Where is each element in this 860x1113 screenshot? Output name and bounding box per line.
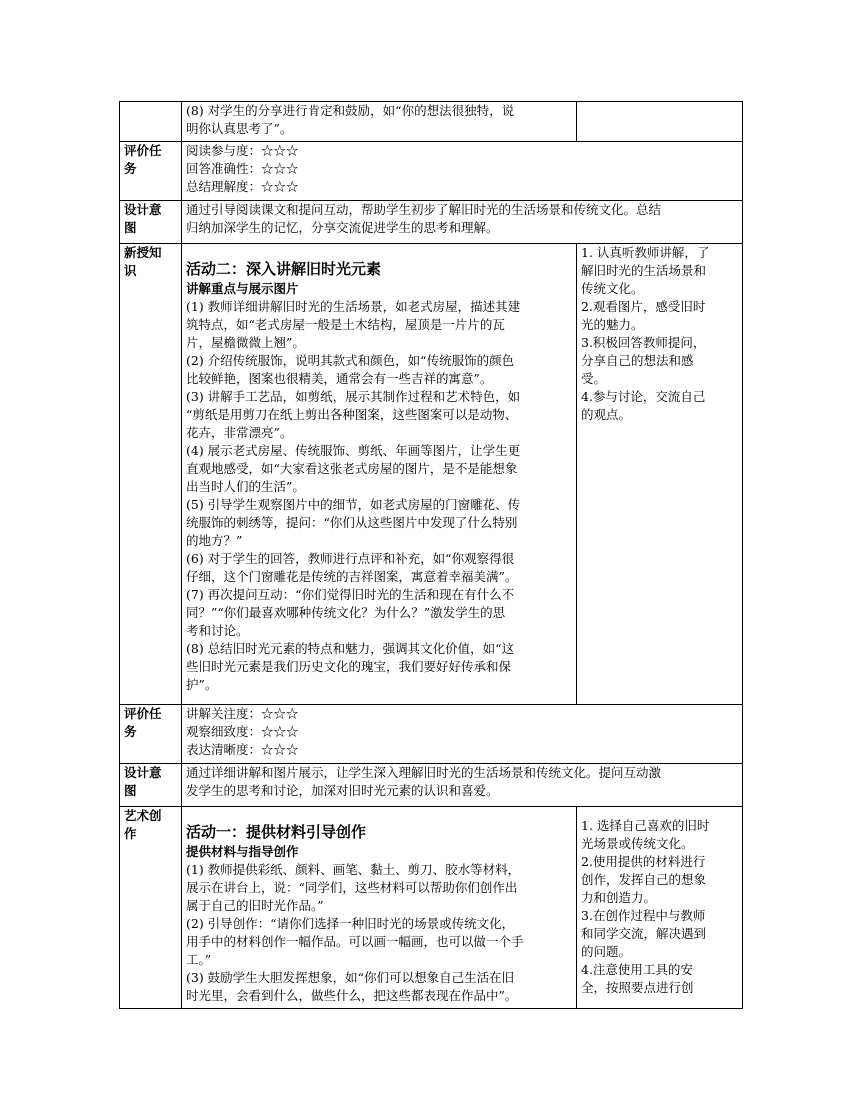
text-line: 展示在讲台上，说：“同学们，这些材料可以帮助你们创作出 bbox=[186, 880, 518, 895]
design-intent-cell bbox=[182, 201, 743, 244]
text-line: 属于自己的旧时光作品。” bbox=[186, 898, 324, 913]
table-row bbox=[120, 807, 743, 1009]
activity-subtitle: 讲解重点与展示图片 bbox=[186, 281, 299, 296]
text-line: 3.积极回答教师提问， bbox=[581, 335, 706, 350]
evaluation-item: 观察细致度：☆☆☆ bbox=[186, 724, 299, 739]
teacher-activity-cell bbox=[182, 807, 577, 1009]
student-activity-cell bbox=[577, 807, 743, 1009]
lesson-plan-table bbox=[119, 101, 743, 1009]
text-line: 筑特点，如“老式房屋一般是土木结构，屋顶是一片片的瓦 bbox=[186, 317, 505, 332]
text-line: 光的魅力。 bbox=[581, 317, 644, 332]
table-row bbox=[120, 201, 743, 244]
evaluation-cell bbox=[182, 142, 743, 201]
row-label-evaluation: 评价任 务 bbox=[120, 142, 182, 201]
text-line: 花卉，非常漂亮”。 bbox=[186, 425, 293, 440]
text-line: 出当时人们的生活”。 bbox=[186, 479, 305, 494]
text-line: 1. 认真听教师讲解，了 bbox=[581, 245, 710, 260]
text-line: (4) 展示老式房屋、传统服饰、剪纸、年画等图片，让学生更 bbox=[186, 443, 521, 458]
text-line: 3.在创作过程中与教师 bbox=[581, 908, 706, 923]
text-line: 分享自己的想法和感 bbox=[581, 353, 694, 368]
student-activity-cell bbox=[577, 244, 743, 705]
activity-title: 活动一：提供材料引导创作 bbox=[186, 823, 367, 841]
text-line: 创作，发挥自己的想象 bbox=[581, 872, 707, 887]
text-line: 归纳加深学生的记忆，分享交流促进学生的思考和理解。 bbox=[186, 220, 499, 235]
text-line: (1) 教师详细讲解旧时光的生活场景，如老式房屋，描述其建 bbox=[186, 299, 521, 314]
activity-title: 活动二：深入讲解旧时光元素 bbox=[186, 260, 382, 278]
text-line: 的地方？” bbox=[186, 533, 243, 548]
teacher-activity-cell bbox=[182, 102, 577, 142]
row-label-new-knowledge: 新授知 识 bbox=[120, 244, 182, 705]
table-row bbox=[120, 142, 743, 201]
text-line: 的问题。 bbox=[581, 944, 632, 959]
table-row bbox=[120, 102, 743, 142]
text-line: 力和创造力。 bbox=[581, 890, 657, 905]
text-line: 统服饰的刺绣等，提问：“你们从这些图片中发现了什么特别 bbox=[186, 515, 518, 530]
text-line: 些旧时光元素是我们历史文化的瑰宝，我们要好好传承和保 bbox=[186, 659, 512, 674]
text-line: 1. 选择自己喜欢的旧时 bbox=[581, 818, 710, 833]
activity-subtitle: 提供材料与指导创作 bbox=[186, 844, 299, 859]
text-line: 护”。 bbox=[186, 677, 218, 692]
text-line: 明你认真思考了”。 bbox=[186, 121, 293, 136]
student-activity-cell bbox=[577, 102, 743, 142]
text-line: 全，按照要点进行创 bbox=[581, 980, 694, 995]
text-line: (5) 引导学生观察图片中的细节，如老式房屋的门窗雕花、传 bbox=[186, 497, 521, 512]
row-label-art-creation: 艺术创 作 bbox=[120, 807, 182, 1009]
text-line: 4.参与讨论，交流自己 bbox=[581, 389, 706, 404]
table-row bbox=[120, 244, 743, 705]
text-line: 工。” bbox=[186, 952, 212, 967]
design-intent-cell bbox=[182, 764, 743, 807]
evaluation-cell bbox=[182, 705, 743, 764]
text-line: 通过引导阅读课文和提问互动，帮助学生初步了解旧时光的生活场景和传统文化。总结 bbox=[186, 202, 662, 217]
text-line: 考和讨论。 bbox=[186, 623, 249, 638]
text-line: 直观地感受，如“大家看这张老式房屋的图片，是不是能想象 bbox=[186, 461, 518, 476]
text-line: 传统文化。 bbox=[581, 281, 644, 296]
text-line: 的观点。 bbox=[581, 407, 632, 422]
teacher-activity-cell bbox=[182, 244, 577, 705]
text-line: (3) 鼓励学生大胆发挥想象，如“你们可以想象自己生活在旧 bbox=[186, 970, 515, 985]
text-line: 时光里，会看到什么，做些什么，把这些都表现在作品中”。 bbox=[186, 988, 518, 1003]
evaluation-item: 讲解关注度：☆☆☆ bbox=[186, 706, 299, 721]
text-line: “剪纸是用剪刀在纸上剪出各种图案，这些图案可以是动物、 bbox=[186, 407, 518, 422]
text-line: 发学生的思考和讨论，加深对旧时光元素的认识和喜爱。 bbox=[186, 783, 499, 798]
text-line: (8) 总结旧时光元素的特点和魅力，强调其文化价值，如“这 bbox=[186, 641, 515, 656]
text-line: 2.观看图片，感受旧时 bbox=[581, 299, 706, 314]
row-label-design-intent: 设计意 图 bbox=[120, 764, 182, 807]
text-line: (2) 介绍传统服饰，说明其款式和颜色，如“传统服饰的颜色 bbox=[186, 353, 515, 368]
text-line: 受。 bbox=[581, 371, 607, 386]
evaluation-item: 回答准确性：☆☆☆ bbox=[186, 161, 299, 176]
evaluation-item: 表达清晰度：☆☆☆ bbox=[186, 742, 299, 757]
text-line: (2) 引导创作：“请你们选择一种旧时光的场景或传统文化， bbox=[186, 916, 515, 931]
text-line: 用手中的材料创作一幅作品。可以画一幅画，也可以做一个手 bbox=[186, 934, 524, 949]
text-line: (7) 再次提问互动：“你们觉得旧时光的生活和现在有什么不 bbox=[186, 587, 515, 602]
text-line: 同？”“你们最喜欢哪种传统文化？为什么？”激发学生的思 bbox=[186, 605, 506, 620]
text-line: 4.注意使用工具的安 bbox=[581, 962, 693, 977]
table-row bbox=[120, 764, 743, 807]
text-line: 片，屋檐微微上翘”。 bbox=[186, 335, 305, 350]
text-line: 解旧时光的生活场景和 bbox=[581, 263, 707, 278]
text-line: (6) 对于学生的回答，教师进行点评和补充，如“你观察得很 bbox=[186, 551, 515, 566]
row-label-evaluation: 评价任 务 bbox=[120, 705, 182, 764]
row-label-design-intent: 设计意 图 bbox=[120, 201, 182, 244]
evaluation-item: 总结理解度：☆☆☆ bbox=[186, 179, 299, 194]
text-line: 比较鲜艳，图案也很精美，通常会有一些吉祥的寓意”。 bbox=[186, 371, 493, 386]
text-line: (1) 教师提供彩纸、颜料、画笔、黏土、剪刀、胶水等材料， bbox=[186, 862, 521, 877]
text-line: (3) 讲解手工艺品，如剪纸，展示其制作过程和艺术特色，如 bbox=[186, 389, 521, 404]
text-line: 仔细，这个门窗雕花是传统的吉祥图案，寓意着幸福美满”。 bbox=[186, 569, 518, 584]
text-line: 光场景或传统文化。 bbox=[581, 836, 694, 851]
text-line: 和同学交流，解决遇到 bbox=[581, 926, 707, 941]
table-row bbox=[120, 705, 743, 764]
text-line: 2.使用提供的材料进行 bbox=[581, 854, 706, 869]
text-line: 通过详细讲解和图片展示，让学生深入理解旧时光的生活场景和传统文化。提问互动激 bbox=[186, 765, 662, 780]
text-line: (8) 对学生的分享进行肯定和鼓励，如“你的想法很独特，说 bbox=[186, 103, 515, 118]
evaluation-item: 阅读参与度：☆☆☆ bbox=[186, 143, 299, 158]
row-label-empty bbox=[120, 102, 182, 142]
